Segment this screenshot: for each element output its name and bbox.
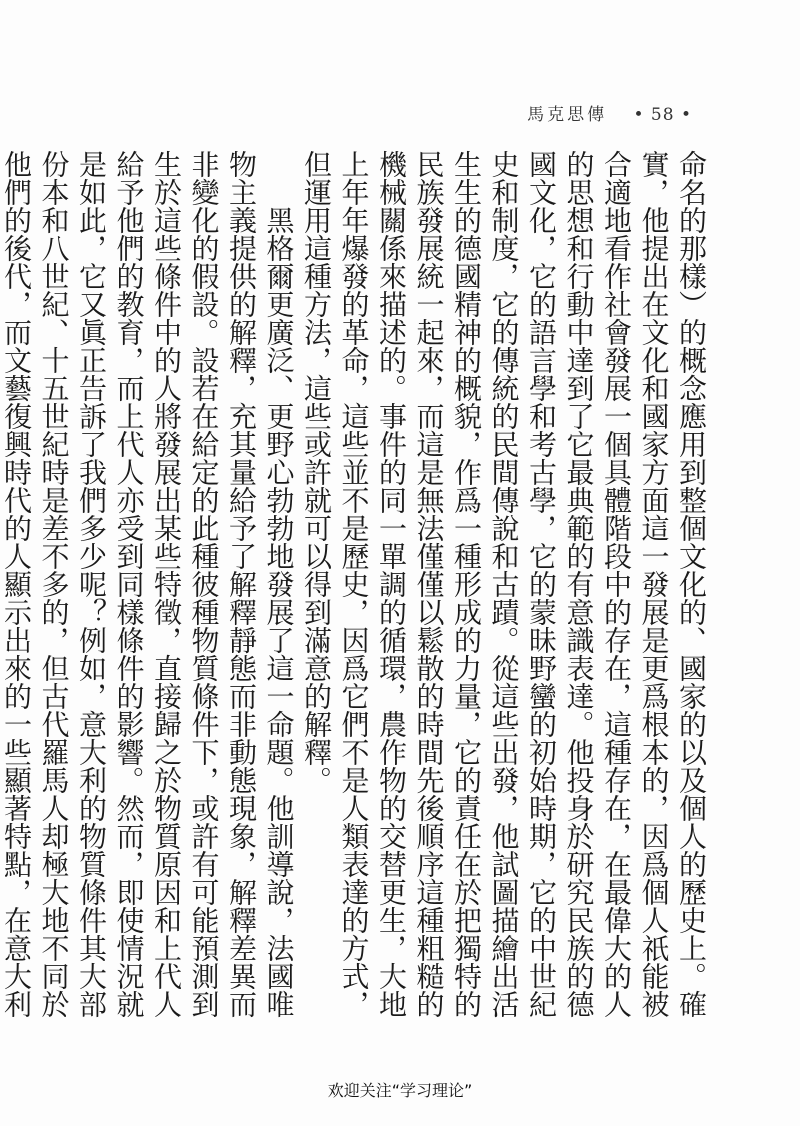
paragraph-continued: 命名的那樣）的概念應用到整個文化的、國家的以及個人的歷史上。確實，他提出在文化和國家方面這一發展是更爲根本的，因爲個人祇能被合適地看作社會發展一個具體階段中的存在，這種存在，在最偉大的人的思想和行動中達到了它最典範的有意識表達。他投身於研究民族的德國文化，它的語言學和考古學，它的蒙昧野蠻的初始時期，它的中世紀史和制度，它的傳統的民間傳說和古蹟。從這些出發，他試圖描繪出活生生的德國精神的概貌，作爲一種形成的力量，它的責任在於把獨特的民族發展統一起來，而這是無法僅僅以鬆散的時間先後順序這種粗糙的機械關係來描述的。事件的同一單調的循環，農作物的交替更生，大地上年年爆發的革命，這些並不是歷史，因爲它們不是人類表達的方式，但運用這種方法，這些或許就可以得到滿意的解釋。 [300, 150, 708, 1018]
paragraph-hegel: 黑格爾更廣泛、更野心勃勃地發展了這一命題。他訓導說，法國唯物主義提供的解釋，充其量給予了解釋靜態而非動態現象，解釋差異而非變化的假設。設若在給定的此種彼種物質條件下，或許有可能預測到生於這些條件中的人將發展出某些特徵，直接歸之於物質原因和上代人給予他們的教育，而上代人亦受到同樣條件的影響。然而，即使情況就是如此，它又眞正告訴了我們多少呢？例如，意大利的物質條件其大部份本和八世紀、十五世紀時是差不多的，但古代羅馬人却極大地不同於他們的後代，而文藝復興時代的人顯示出來的一些顯著特點，在意大利 [0, 150, 296, 1018]
footer-caption: 欢迎关注“学习理论” [327, 1081, 473, 1100]
running-header [527, 100, 692, 125]
page-number: • 58 • [633, 105, 692, 125]
book-title: 馬克思傳 [527, 105, 608, 125]
vertical-text-body [0, 150, 710, 1030]
